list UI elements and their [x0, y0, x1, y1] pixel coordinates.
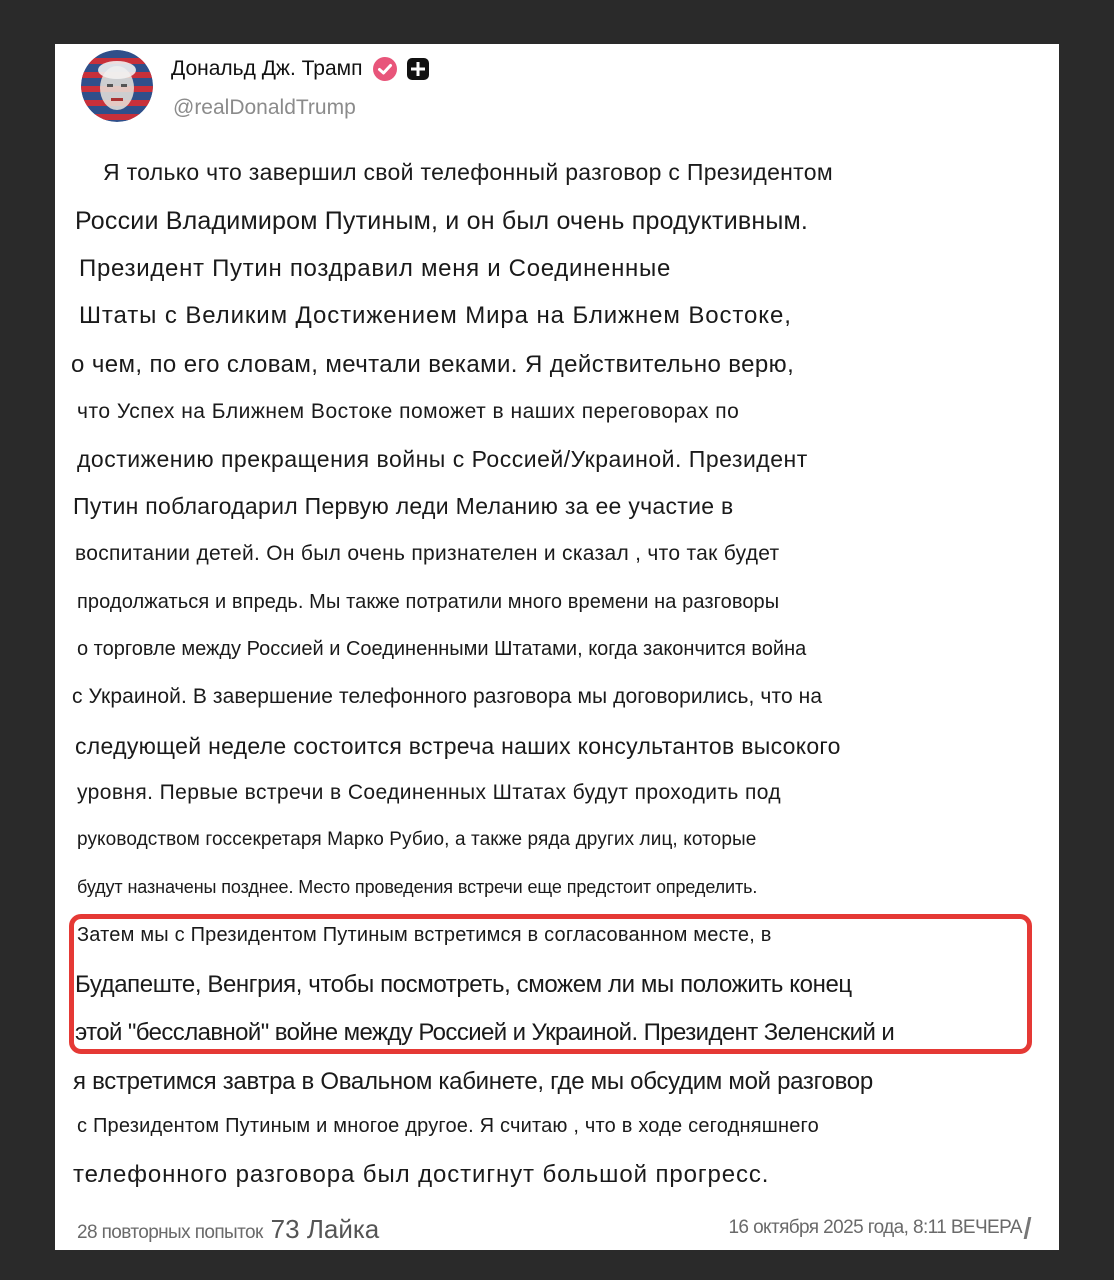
like-count[interactable]: 73 Лайка	[270, 1214, 380, 1244]
post-line: я встретимся завтра в Овальном кабинете, где мы обсудим мой разговор	[73, 1068, 873, 1095]
post-line: Будапеште, Венгрия, чтобы посмотреть, сможем ли мы положить конец	[75, 971, 852, 998]
post-line: руководством госсекретаря Марко Рубио, а также ряда других лиц, которые	[77, 829, 757, 850]
post-line: продолжаться и впредь. Мы также потратили много времени на разговоры	[77, 591, 780, 613]
post-line: о торговле между Россией и Соединенными Штатами, когда закончится война	[77, 638, 807, 660]
post-line: воспитании детей. Он был очень признателен и сказал , что так будет	[75, 542, 780, 565]
post-line: Я только что завершил свой телефонный разговор с Президентом	[103, 159, 833, 185]
post-timestamp-wrap	[728, 1217, 1029, 1239]
author-handle[interactable]	[173, 96, 356, 120]
post-timestamp[interactable]: 16 октября 2025 года, 8:11 ВЕЧЕРА	[728, 1217, 1022, 1239]
post-line: что Успех на Ближнем Востоке поможет в наших переговорах по	[77, 400, 740, 423]
post-line: с Украиной. В завершение телефонного разговора мы договорились, что на	[72, 685, 823, 708]
post-line: России Владимиром Путиным, и он был очень продуктивным.	[75, 207, 809, 235]
post-line: Затем мы с Президентом Путиным встретимся в согласованном месте, в	[77, 924, 772, 946]
author-name[interactable]: Дональд Дж. Трамп	[171, 57, 363, 80]
text-cursor-icon	[1024, 1217, 1032, 1239]
post-line: уровня. Первые встречи в Соединенных Штатах будут проходить под	[77, 781, 781, 804]
post-line: о чем, по его словам, мечтали веками. Я действительно верю,	[71, 351, 795, 378]
verified-badge-icon	[372, 56, 398, 82]
author-handle-text: @realDonaldTrump	[173, 96, 356, 119]
avatar[interactable]	[81, 50, 153, 122]
post-line: телефонного разговора был достигнут большой прогресс.	[73, 1161, 770, 1188]
post-line: будут назначены позднее. Место проведения встречи еще предстоит определить.	[77, 877, 758, 897]
engagement-stats	[77, 1214, 379, 1245]
post-line: с Президентом Путиным и многое другое. Я считаю , что в ходе сегодняшнего	[77, 1115, 819, 1137]
post-line: следующей неделе состоится встреча наших консультантов высокого	[75, 733, 841, 759]
plus-icon[interactable]	[406, 57, 430, 81]
post-line: Президент Путин поздравил меня и Соединенные	[79, 255, 671, 282]
post-line: Путин поблагодарил Первую леди Меланию за ее участие в	[73, 493, 734, 519]
post-card	[55, 44, 1059, 1250]
post-line: достижению прекращения войны с Россией/Украиной. Президент	[77, 446, 808, 472]
post-line: этой "бесславной" войне между Россией и Украиной. Президент Зеленский и	[75, 1019, 895, 1046]
author-row	[171, 56, 430, 82]
repost-count[interactable]: 28 повторных попыток	[77, 1222, 263, 1243]
post-line: Штаты с Великим Достижением Мира на Ближнем Востоке,	[79, 302, 792, 329]
